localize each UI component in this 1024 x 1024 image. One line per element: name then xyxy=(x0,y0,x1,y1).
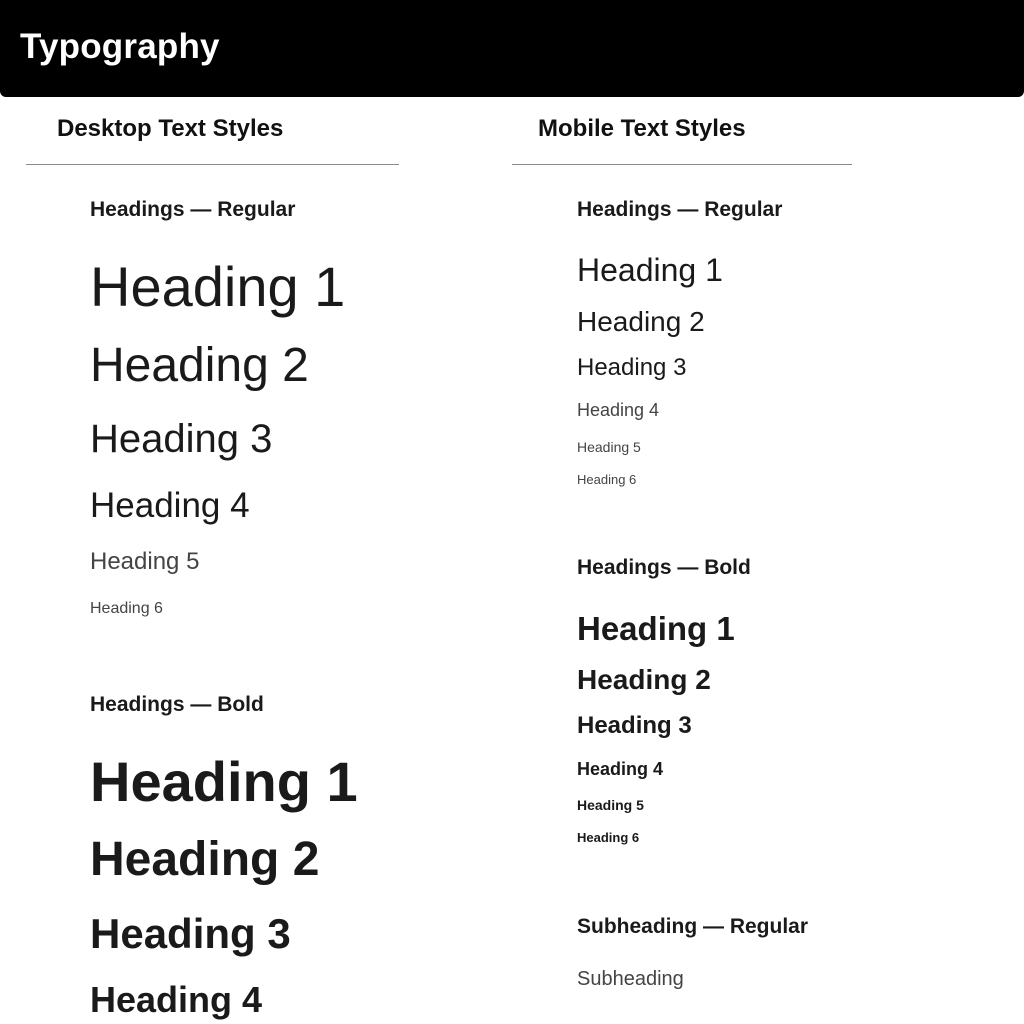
mobile-regular-heading-3: Heading 3 xyxy=(577,354,687,381)
mobile-bold-heading-4: Heading 4 xyxy=(577,759,664,779)
desktop-regular-heading-4: Heading 4 xyxy=(90,486,250,525)
mobile-bold-heading-5: Heading 5 xyxy=(577,797,644,813)
mobile-column-title: Mobile Text Styles xyxy=(538,115,746,142)
mobile-regular-heading-4: Heading 4 xyxy=(577,400,660,420)
mobile-regular-heading-6: Heading 6 xyxy=(577,472,637,487)
mobile-regular-heading-2: Heading 2 xyxy=(577,306,705,337)
desktop-regular-label: Headings — Regular xyxy=(90,198,296,221)
desktop-regular-heading-5: Heading 5 xyxy=(90,548,200,575)
desktop-regular-heading-6: Heading 6 xyxy=(90,600,163,617)
mobile-subheading-sample: Subheading xyxy=(577,968,684,990)
desktop-divider xyxy=(26,164,399,165)
desktop-bold-heading-3: Heading 3 xyxy=(90,910,291,957)
desktop-column-title: Desktop Text Styles xyxy=(57,115,284,142)
desktop-regular-heading-2: Heading 2 xyxy=(90,339,309,392)
mobile-regular-label: Headings — Regular xyxy=(577,198,783,221)
mobile-bold-heading-6: Heading 6 xyxy=(577,830,640,845)
desktop-bold-heading-2: Heading 2 xyxy=(90,833,320,886)
page-title: Typography xyxy=(20,27,220,66)
desktop-regular-heading-3: Heading 3 xyxy=(90,417,273,461)
desktop-bold-label: Headings — Bold xyxy=(90,693,264,716)
mobile-divider xyxy=(512,164,852,165)
mobile-bold-heading-3: Heading 3 xyxy=(577,712,692,739)
mobile-regular-heading-1: Heading 1 xyxy=(577,252,723,288)
desktop-bold-heading-1: Heading 1 xyxy=(90,750,358,813)
mobile-bold-label: Headings — Bold xyxy=(577,556,751,579)
desktop-bold-heading-4: Heading 4 xyxy=(90,979,263,1020)
mobile-bold-heading-1: Heading 1 xyxy=(577,610,735,647)
mobile-bold-heading-2: Heading 2 xyxy=(577,664,711,695)
mobile-subheading-label: Subheading — Regular xyxy=(577,915,809,938)
desktop-regular-heading-1: Heading 1 xyxy=(90,255,346,318)
mobile-regular-heading-5: Heading 5 xyxy=(577,439,641,455)
